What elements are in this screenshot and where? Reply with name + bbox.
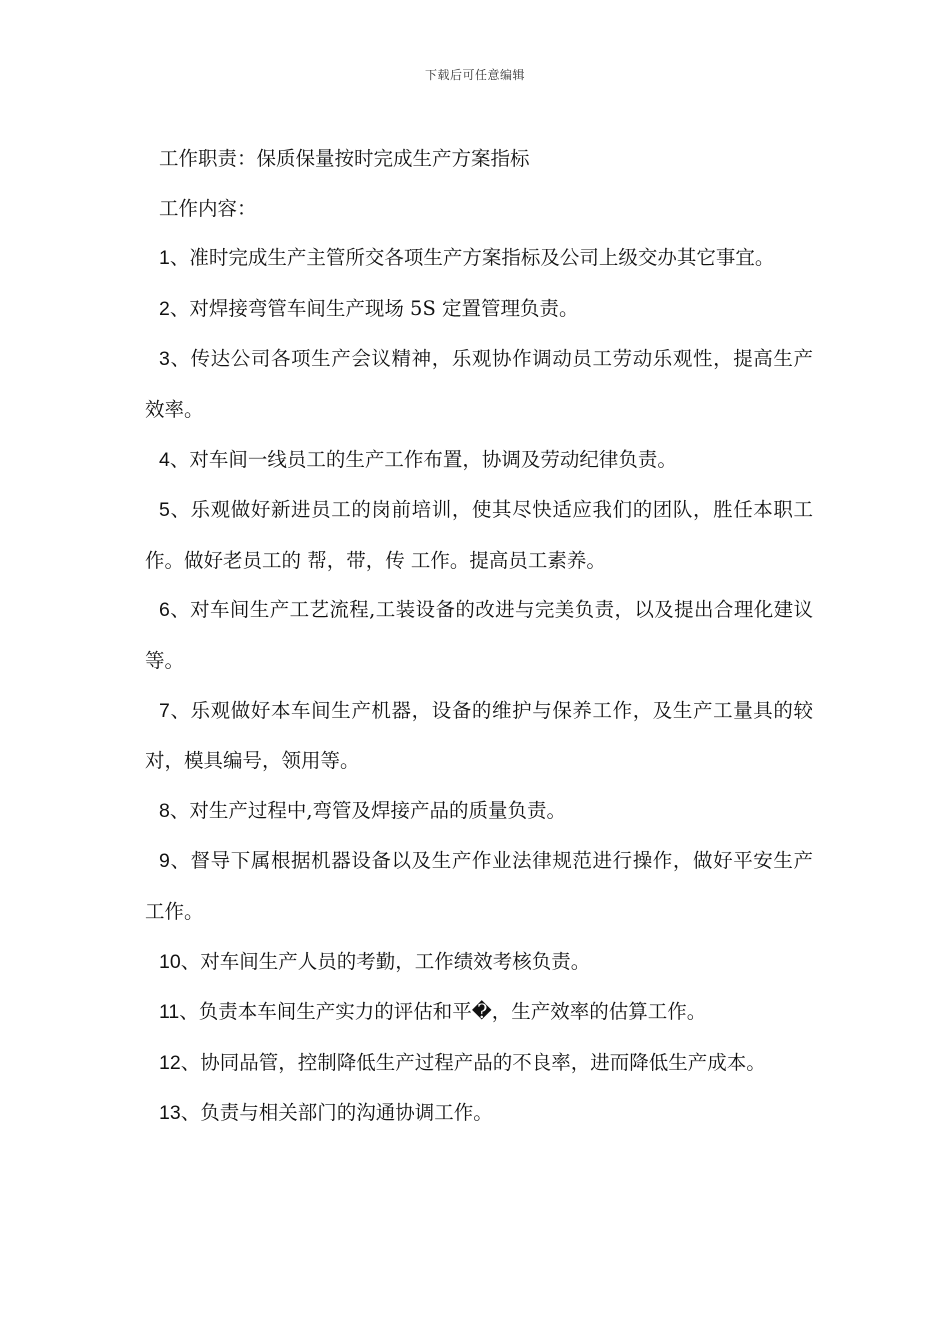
item-number: 5: [159, 499, 170, 522]
item-text: 、对生产过程中,弯管及焊接产品的质量负责。: [169, 798, 567, 822]
list-item: [145, 233, 813, 284]
list-item: [145, 334, 813, 434]
list-item: [145, 284, 813, 335]
item-number: 2: [159, 297, 170, 320]
list-item: [145, 585, 813, 685]
list-item: [145, 786, 813, 837]
item-number: 4: [159, 448, 170, 471]
item-text: 、督导下属根据机器设备以及生产作业法律规范进行操作，做好平安生产工作。: [145, 849, 813, 923]
content-heading: [145, 184, 813, 234]
item-number: 12: [159, 1051, 181, 1074]
item-number: 9: [159, 850, 170, 873]
item-number: 1: [159, 247, 170, 270]
paragraph-text: 工作内容：: [159, 196, 257, 220]
item-number: 10: [159, 950, 181, 973]
list-item: [145, 1038, 813, 1089]
list-item: [145, 987, 813, 1038]
paragraph-text: 工作职责：保质保量按时完成生产方案指标: [159, 147, 530, 170]
item-text: 、传达公司各项生产会议精神，乐观协作调动员工劳动乐观性，提高生产效率。: [145, 347, 813, 421]
item-text: 、负责本车间生产实力的评估和平�，生产效率的估算工作。: [179, 1000, 707, 1024]
item-text: 、乐观做好新进员工的岗前培训，使其尽快适应我们的团队，胜任本职工作。做好老员工的 帮，带，传 工作。提高员工素养。: [145, 498, 813, 572]
document-body: [145, 134, 813, 1139]
item-text: 、协同品管，控制降低生产过程产品的不良率，进而降低生产成本。: [180, 1050, 766, 1074]
header-note: 下载后可任意编辑: [424, 68, 525, 82]
item-number: 11: [159, 1001, 180, 1024]
item-text: 、对车间生产人员的考勤，工作绩效考核负责。: [180, 949, 591, 973]
item-number: 8: [159, 799, 170, 822]
item-text: 、对车间一线员工的生产工作布置，协调及劳动纪律负责。: [169, 447, 677, 471]
item-number: 13: [159, 1102, 181, 1125]
list-item: [145, 485, 813, 585]
duty-line: [145, 134, 813, 184]
list-item: [145, 435, 813, 486]
item-text: 、准时完成生产主管所交各项生产方案指标及公司上级交办其它事宜。: [169, 246, 775, 270]
list-item: [145, 686, 813, 786]
list-item: [145, 836, 813, 936]
item-number: 7: [159, 699, 170, 722]
item-text: 、乐观做好本车间生产机器，设备的维护与保养工作，及生产工量具的较对，模具编号，领用等。: [145, 698, 813, 773]
list-item: [145, 937, 813, 988]
list-item: [145, 1088, 813, 1139]
item-text: 、对焊接弯管车间生产现场 5S 定置管理负责。: [169, 296, 579, 320]
item-text: 、负责与相关部门的沟通协调工作。: [180, 1101, 493, 1125]
item-number: 3: [159, 348, 170, 371]
item-number: 6: [159, 599, 170, 622]
item-text: 、对车间生产工艺流程,工装设备的改进与完美负责，以及提出合理化建议等。: [145, 598, 813, 672]
